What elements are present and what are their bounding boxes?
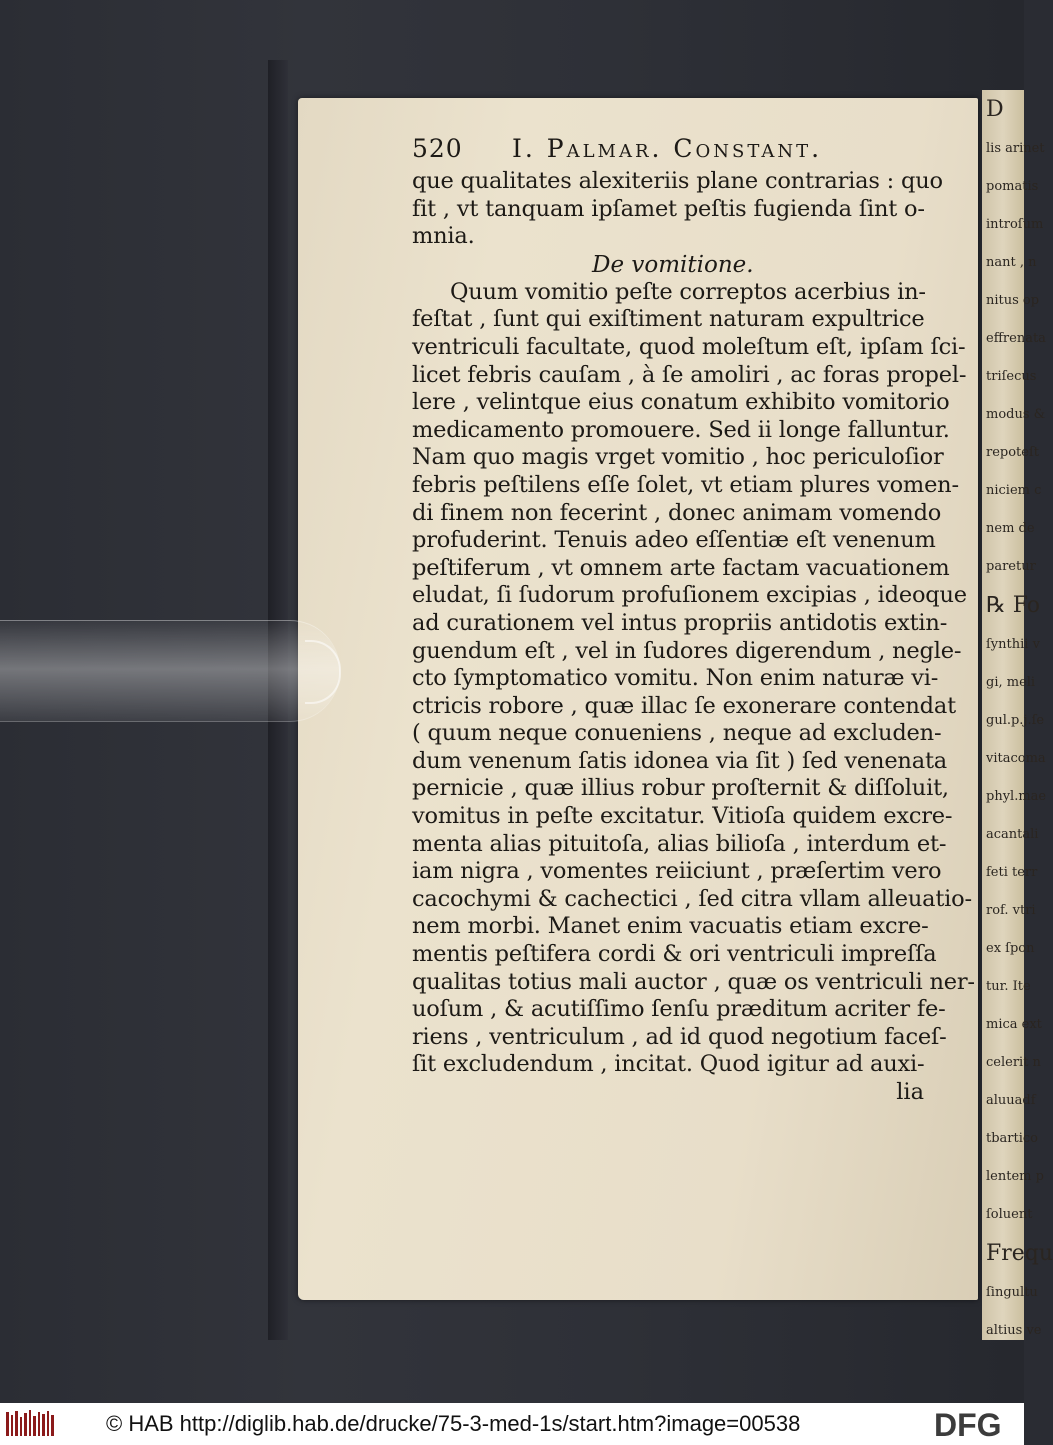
page-number: 520 [412, 134, 463, 163]
dfg-logo-icon[interactable] [932, 1407, 1020, 1441]
text-line: dum venenum ſatis idonea via ſit ) ſed venenata [412, 747, 947, 774]
adjacent-page-fragment: lentem p [986, 1169, 1044, 1184]
book-page [298, 98, 978, 1300]
adjacent-page-fragment: phyl.mae [986, 789, 1047, 804]
text-line: Quum vomitio peſte correptos acerbius in- [450, 278, 926, 305]
adjacent-page-fragment: repoteſt [986, 445, 1040, 460]
adjacent-page-fragment: gul.p.j.ſe [986, 713, 1045, 728]
adjacent-page-fragment: rof. vtri [986, 903, 1036, 918]
adjacent-page-fragment: vitacoma [986, 751, 1046, 766]
text-line: mentis peſtifera cordi & ori ventriculi impreſſa [412, 941, 937, 968]
adjacent-page-fragment: feti terr [986, 865, 1038, 880]
text-line: pernicie , quæ illius robur proſternit & diſſoluit, [412, 775, 949, 802]
adjacent-page-fragment: paretur [986, 559, 1036, 574]
adjacent-page-fragment: acantali [986, 827, 1039, 842]
adjacent-page-fragment: aluuadf [986, 1093, 1036, 1108]
text-line: eludat, ſi ſudorum profuſionem excipias , ideoque [412, 582, 967, 609]
text-line: medicamento promouere. Sed ii longe falluntur. [412, 416, 950, 443]
adjacent-page-fragment: nem de [986, 521, 1035, 536]
footer-bar [0, 1403, 1024, 1445]
text-line: ( quum neque conueniens , neque ad excluden- [412, 720, 942, 747]
text-line: uoſum , & acutiſſimo ſenſu præditum acriter fe- [412, 996, 946, 1023]
text-line: ſit excludendum , incitat. Quod igitur ad auxi- [412, 1051, 925, 1078]
adjacent-page-fragment: tur. Ite [986, 979, 1031, 994]
adjacent-page-fragment: Frequ [986, 1241, 1053, 1266]
text-line: feſtat , ſunt qui exiſtiment naturam expultrice [412, 306, 925, 333]
text-line: ventriculi facultate, quod moleſtum eſt, ipſam ſci- [412, 333, 966, 360]
adjacent-page-fragment: introſum [986, 217, 1044, 232]
adjacent-page-edge [982, 90, 1053, 1340]
text-line: licet febris cauſam , à ſe amoliri , ac foras propel- [412, 361, 967, 388]
text-line: di finem non fecerint , donec animam vomendo [412, 499, 942, 526]
text-line: guendum eſt , vel in ſudores digerendum , negle- [412, 637, 962, 664]
page-holder-strip [0, 620, 340, 722]
text-line: profuderint. Tenuis adeo eſſentiæ eſt venenum [412, 527, 936, 554]
text-line: mnia. [412, 223, 475, 250]
text-line: nem morbi. Manet enim vacuatis etiam excre- [412, 913, 929, 940]
adjacent-page-fragment: ſingultu [986, 1285, 1038, 1300]
text-line: ad curationem vel intus propriis antidotis extin- [412, 609, 948, 636]
text-block-body [412, 278, 975, 1079]
text-line: ctricis robore , quæ illac ſe exonerare contendat [412, 692, 956, 719]
text-line: febris peſtilens eſſe ſolet, vt etiam plures vomen- [412, 471, 959, 498]
page-content [412, 134, 975, 1106]
running-head [412, 134, 942, 168]
text-line: menta alias pituitoſa, alias bilioſa , interdum et- [412, 830, 947, 857]
adjacent-page-fragment: triſecus [986, 369, 1037, 384]
adjacent-page-fragment: modus & [986, 407, 1046, 422]
hab-barcode-logo-icon[interactable] [4, 1409, 56, 1439]
section-heading: De vomitione. [592, 251, 754, 278]
adjacent-page-fragment: effrenata [986, 331, 1046, 346]
adjacent-page-fragment: tbartico [986, 1131, 1038, 1146]
adjacent-page-fragment: D [986, 97, 1004, 122]
adjacent-page-fragment: lis arinet [986, 141, 1045, 156]
adjacent-page-fragment: altius ve [986, 1323, 1042, 1338]
copyright-url[interactable]: © HAB http://diglib.hab.de/drucke/75-3-med-1s/start.htm?image=00538 [106, 1411, 801, 1436]
adjacent-page-fragment: ℞ Fo [986, 593, 1041, 618]
adjacent-page-fragment: ex ſpon [986, 941, 1035, 956]
text-line: peſtiferum , vt omnem arte factam vacuationem [412, 554, 950, 581]
dfg-logo-text: DFG [934, 1407, 1002, 1443]
text-line: fit , vt tanquam ipſamet peſtis fugienda ſint o- [412, 195, 925, 222]
adjacent-page-fragment: mica ext [986, 1017, 1042, 1032]
adjacent-page-fragment: ſoluent [986, 1207, 1033, 1222]
text-line: que qualitates alexiteriis plane contrarias : quo [412, 168, 943, 194]
adjacent-page-fragment: pomatis [986, 179, 1039, 194]
text-line: cacochymi & cachectici , ſed citra vllam alleuatio- [412, 885, 972, 912]
text-line: iam nigra , vomentes reiiciunt , præſertim vero [412, 858, 942, 885]
adjacent-page-fragment: celerit n [986, 1055, 1041, 1070]
adjacent-page-fragment: gi, meli [986, 675, 1036, 690]
running-title: I. Palmar. Constant. [512, 134, 823, 163]
text-line: riens , ventriculum , ad id quod negotium faceſ- [412, 1023, 947, 1050]
adjacent-page-fragment: nant , n [986, 255, 1037, 270]
text-line: Nam quo magis vrget vomitio , hoc periculoſior [412, 444, 944, 471]
text-line: vomitus in peſte excitatur. Vitioſa quidem excre- [412, 803, 953, 830]
text-block-intro [412, 168, 942, 251]
catchword: lia [896, 1079, 924, 1105]
adjacent-page-fragment: niciem c [986, 483, 1042, 498]
adjacent-page-fragment: nitus op [986, 293, 1040, 308]
text-line: lere , velintque eius conatum exhibito vomitorio [412, 389, 950, 416]
text-line: qualitas totius mali auctor , quæ os ventriculi ner- [412, 968, 975, 995]
adjacent-page-fragment: ſynthii v [986, 637, 1040, 652]
text-line: cto ſymptomatico vomitu. Non enim naturæ vi- [412, 665, 939, 692]
